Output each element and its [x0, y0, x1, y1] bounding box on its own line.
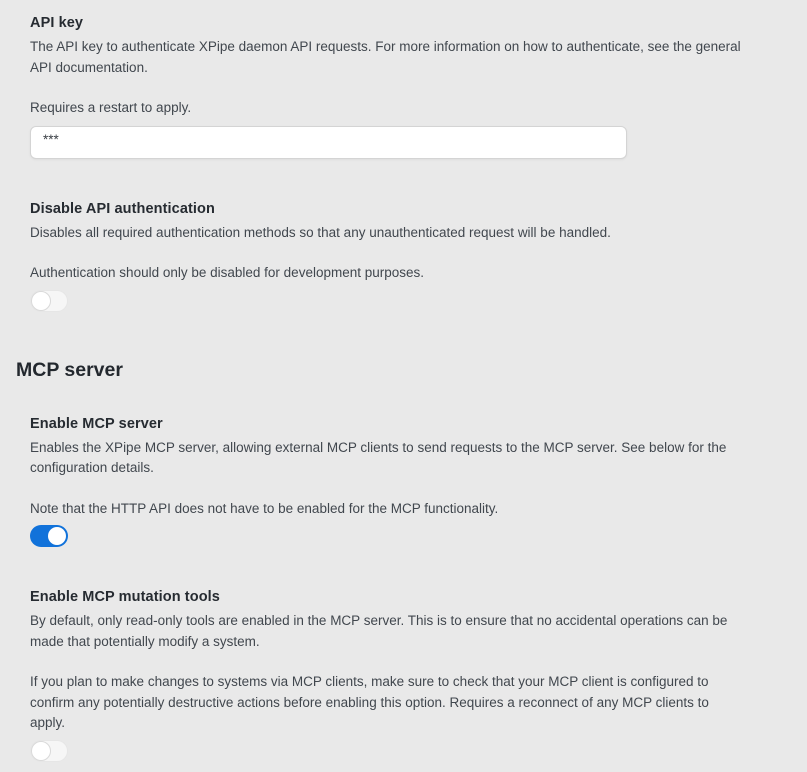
- enable-mcp-mutation-tools-title: Enable MCP mutation tools: [30, 589, 220, 605]
- enable-mcp-server-description: Enables the XPipe MCP server, allowing external MCP clients to send requests to the MCP server. See below for the configuration details.: [30, 439, 727, 475]
- setting-enable-mcp-server: [0, 414, 807, 548]
- enable-mcp-server-note: Note that the HTTP API does not have to be enabled for the MCP functionality.: [30, 500, 499, 516]
- api-key-input[interactable]: [30, 126, 627, 159]
- api-key-title: API key: [30, 15, 84, 31]
- disable-api-auth-title: Disable API authentication: [30, 200, 215, 217]
- api-key-note: Requires a restart to apply.: [30, 100, 192, 115]
- toggle-thumb-icon: [31, 291, 51, 311]
- enable-mcp-mutation-tools-note: If you plan to make changes to systems via MCP clients, make sure to check that your MCP client is configured to confirm any potentially destructive actions before enabling this option. Requires a reconnect of any MCP clients to apply.: [30, 674, 709, 730]
- mcp-server-section-header: MCP server: [16, 358, 123, 381]
- enable-mcp-mutation-tools-description: By default, only read-only tools are enabled in the MCP server. This is to ensure that no accidental operations can be made that potentially modify a system.: [30, 613, 728, 649]
- toggle-thumb-icon: [31, 741, 51, 761]
- disable-api-auth-description: Disables all required authentication methods so that any unauthenticated request will be handled.: [30, 224, 611, 240]
- setting-api-key: [0, 13, 807, 159]
- api-key-description: The API key to authenticate XPipe daemon API requests. For more information on how to authenticate, see the general API documentation.: [30, 39, 741, 75]
- enable-mcp-server-title: Enable MCP server: [30, 415, 163, 432]
- disable-api-auth-note: Authentication should only be disabled for development purposes.: [30, 265, 425, 280]
- setting-disable-api-auth: [0, 199, 807, 312]
- setting-enable-mcp-mutation-tools: [0, 587, 807, 762]
- enable-mcp-mutation-tools-toggle[interactable]: [30, 740, 68, 762]
- disable-api-auth-toggle[interactable]: [30, 290, 68, 312]
- enable-mcp-server-toggle[interactable]: [30, 525, 68, 547]
- toggle-thumb-icon: [48, 527, 66, 545]
